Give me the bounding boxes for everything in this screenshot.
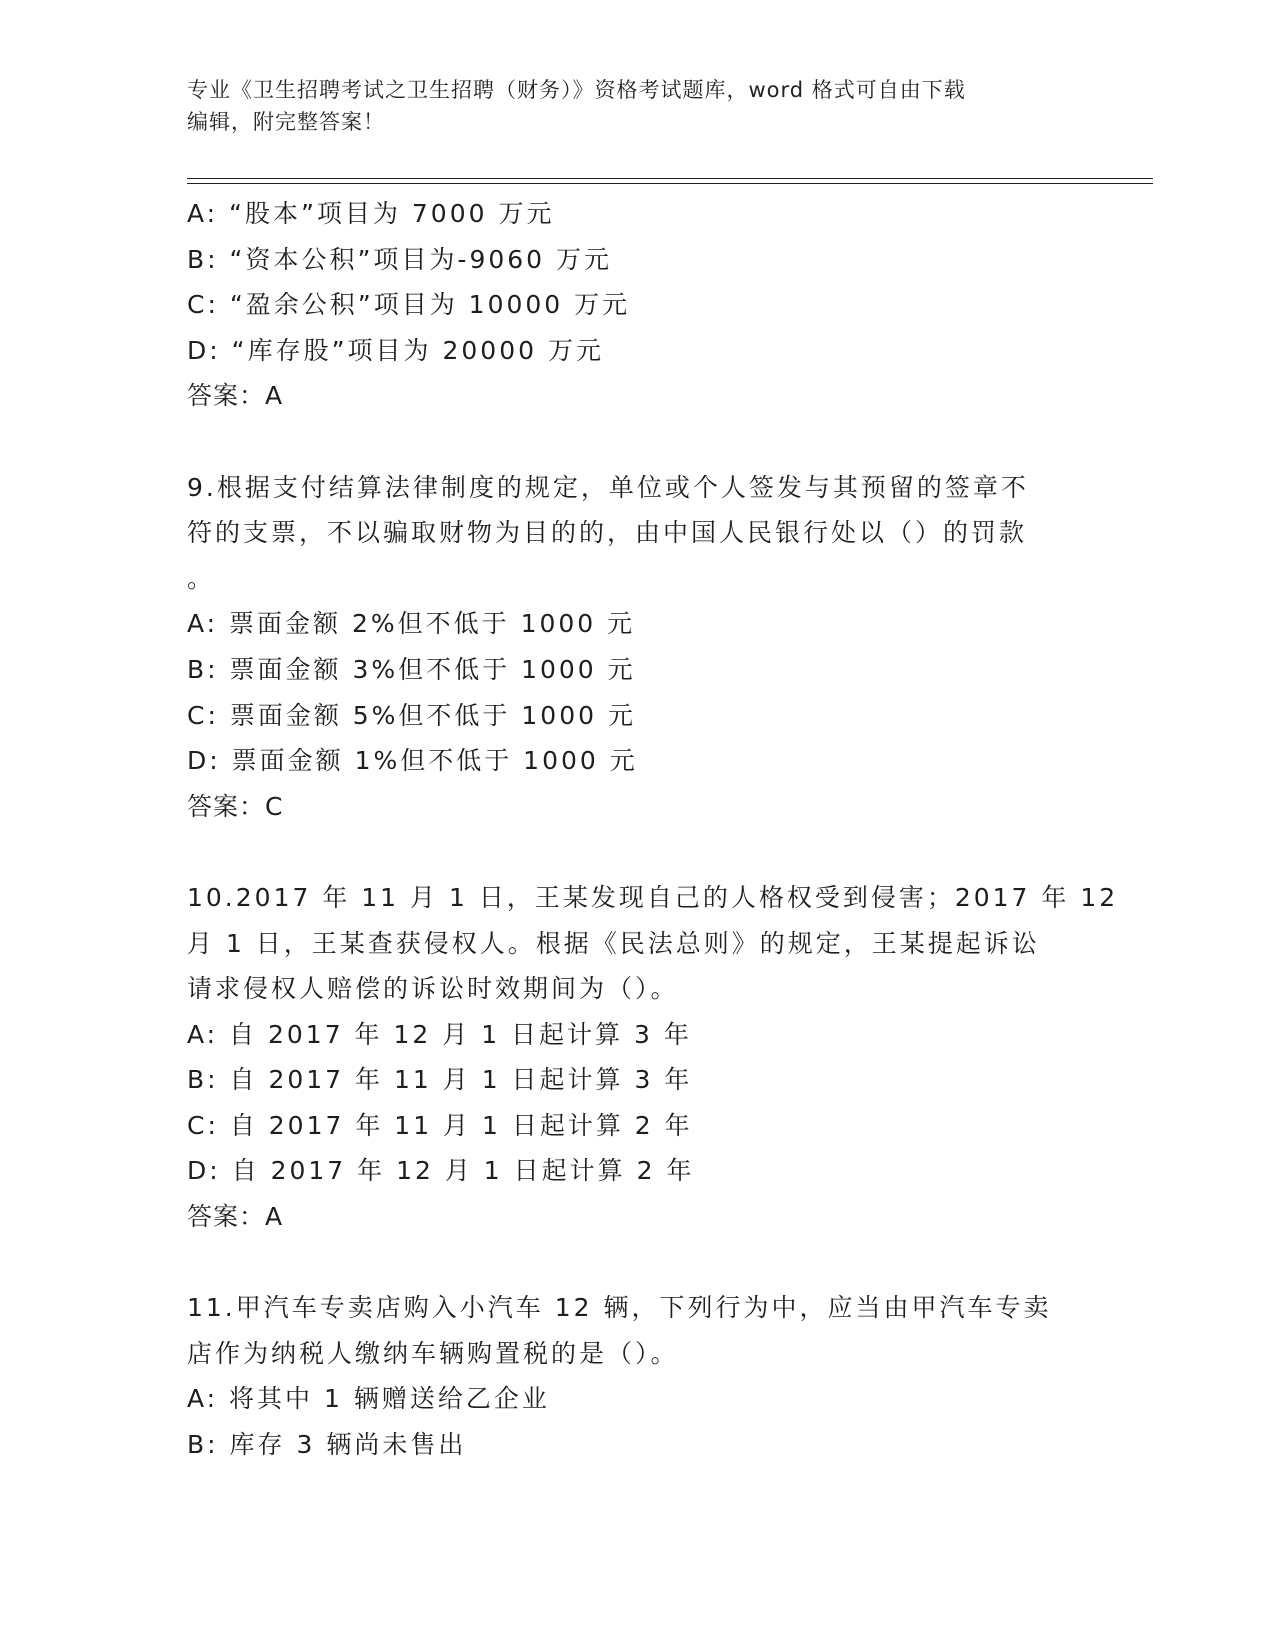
answer-line: 答案：C [187, 791, 284, 821]
answer-line: 答案：A [187, 381, 284, 411]
option-c: C: “盈余公积”项目为 10000 万元 [187, 290, 631, 320]
option-b: B: 库存 3 辆尚未售出 [187, 1430, 467, 1460]
spacer [187, 829, 1087, 875]
option-b: B: “资本公积”项目为-9060 万元 [187, 244, 613, 274]
question-text-line: 9.根据支付结算法律制度的规定，单位或个人签发与其预留的签章不 [187, 472, 1029, 502]
question-9 [187, 465, 1087, 830]
option-a: A: “股本”项目为 7000 万元 [187, 199, 555, 228]
question-8 [187, 191, 1087, 419]
option-b: B: 自 2017 年 11 月 1 日起计算 3 年 [187, 1065, 693, 1095]
header-line-1: 专业《卫生招聘考试之卫生招聘（财务）》资格考试题库，word 格式可自由下载 [187, 78, 966, 102]
spacer [187, 419, 1087, 465]
option-d: D: 票面金额 1%但不低于 1000 元 [187, 746, 638, 776]
spacer [187, 1240, 1087, 1286]
option-b: B: 票面金额 3%但不低于 1000 元 [187, 654, 636, 684]
document-header [187, 74, 1087, 138]
header-line-2: 编辑，附完整答案！ [187, 110, 385, 134]
header-divider-top [187, 178, 1153, 179]
option-c: C: 票面金额 5%但不低于 1000 元 [187, 700, 636, 730]
question-text-line: 符的支票，不以骗取财物为目的的，由中国人民银行处以（）的罚款 [187, 518, 1028, 548]
option-d: D: 自 2017 年 12 月 1 日起计算 2 年 [187, 1156, 695, 1186]
option-a: A: 自 2017 年 12 月 1 日起计算 3 年 [187, 1019, 692, 1049]
question-list [187, 191, 1119, 1468]
question-text-line: 月 1 日，王某查获侵权人。根据《民法总则》的规定，王某提起诉讼 [187, 928, 1040, 958]
question-11 [187, 1285, 1087, 1467]
option-c: C: 自 2017 年 11 月 1 日起计算 2 年 [187, 1110, 693, 1140]
option-a: A: 将其中 1 辆赠送给乙企业 [187, 1384, 550, 1414]
question-text-line: 。 [187, 563, 216, 593]
question-text-line: 11.甲汽车专卖店购入小汽车 12 辆，下列行为中，应当由甲汽车专卖 [187, 1293, 1052, 1323]
option-a: A: 票面金额 2%但不低于 1000 元 [187, 609, 636, 639]
header-divider-bottom [187, 183, 1153, 184]
option-d: D: “库存股”项目为 20000 万元 [187, 335, 604, 365]
question-text-line: 10.2017 年 11 月 1 日，王某发现自己的人格权受到侵害；2017 年 12 [187, 882, 1119, 912]
question-text-line: 请求侵权人赔偿的诉讼时效期间为（）。 [187, 974, 679, 1004]
question-text-line: 店作为纳税人缴纳车辆购置税的是（）。 [187, 1338, 679, 1368]
question-10 [187, 875, 1119, 1240]
answer-line: 答案：A [187, 1202, 284, 1232]
